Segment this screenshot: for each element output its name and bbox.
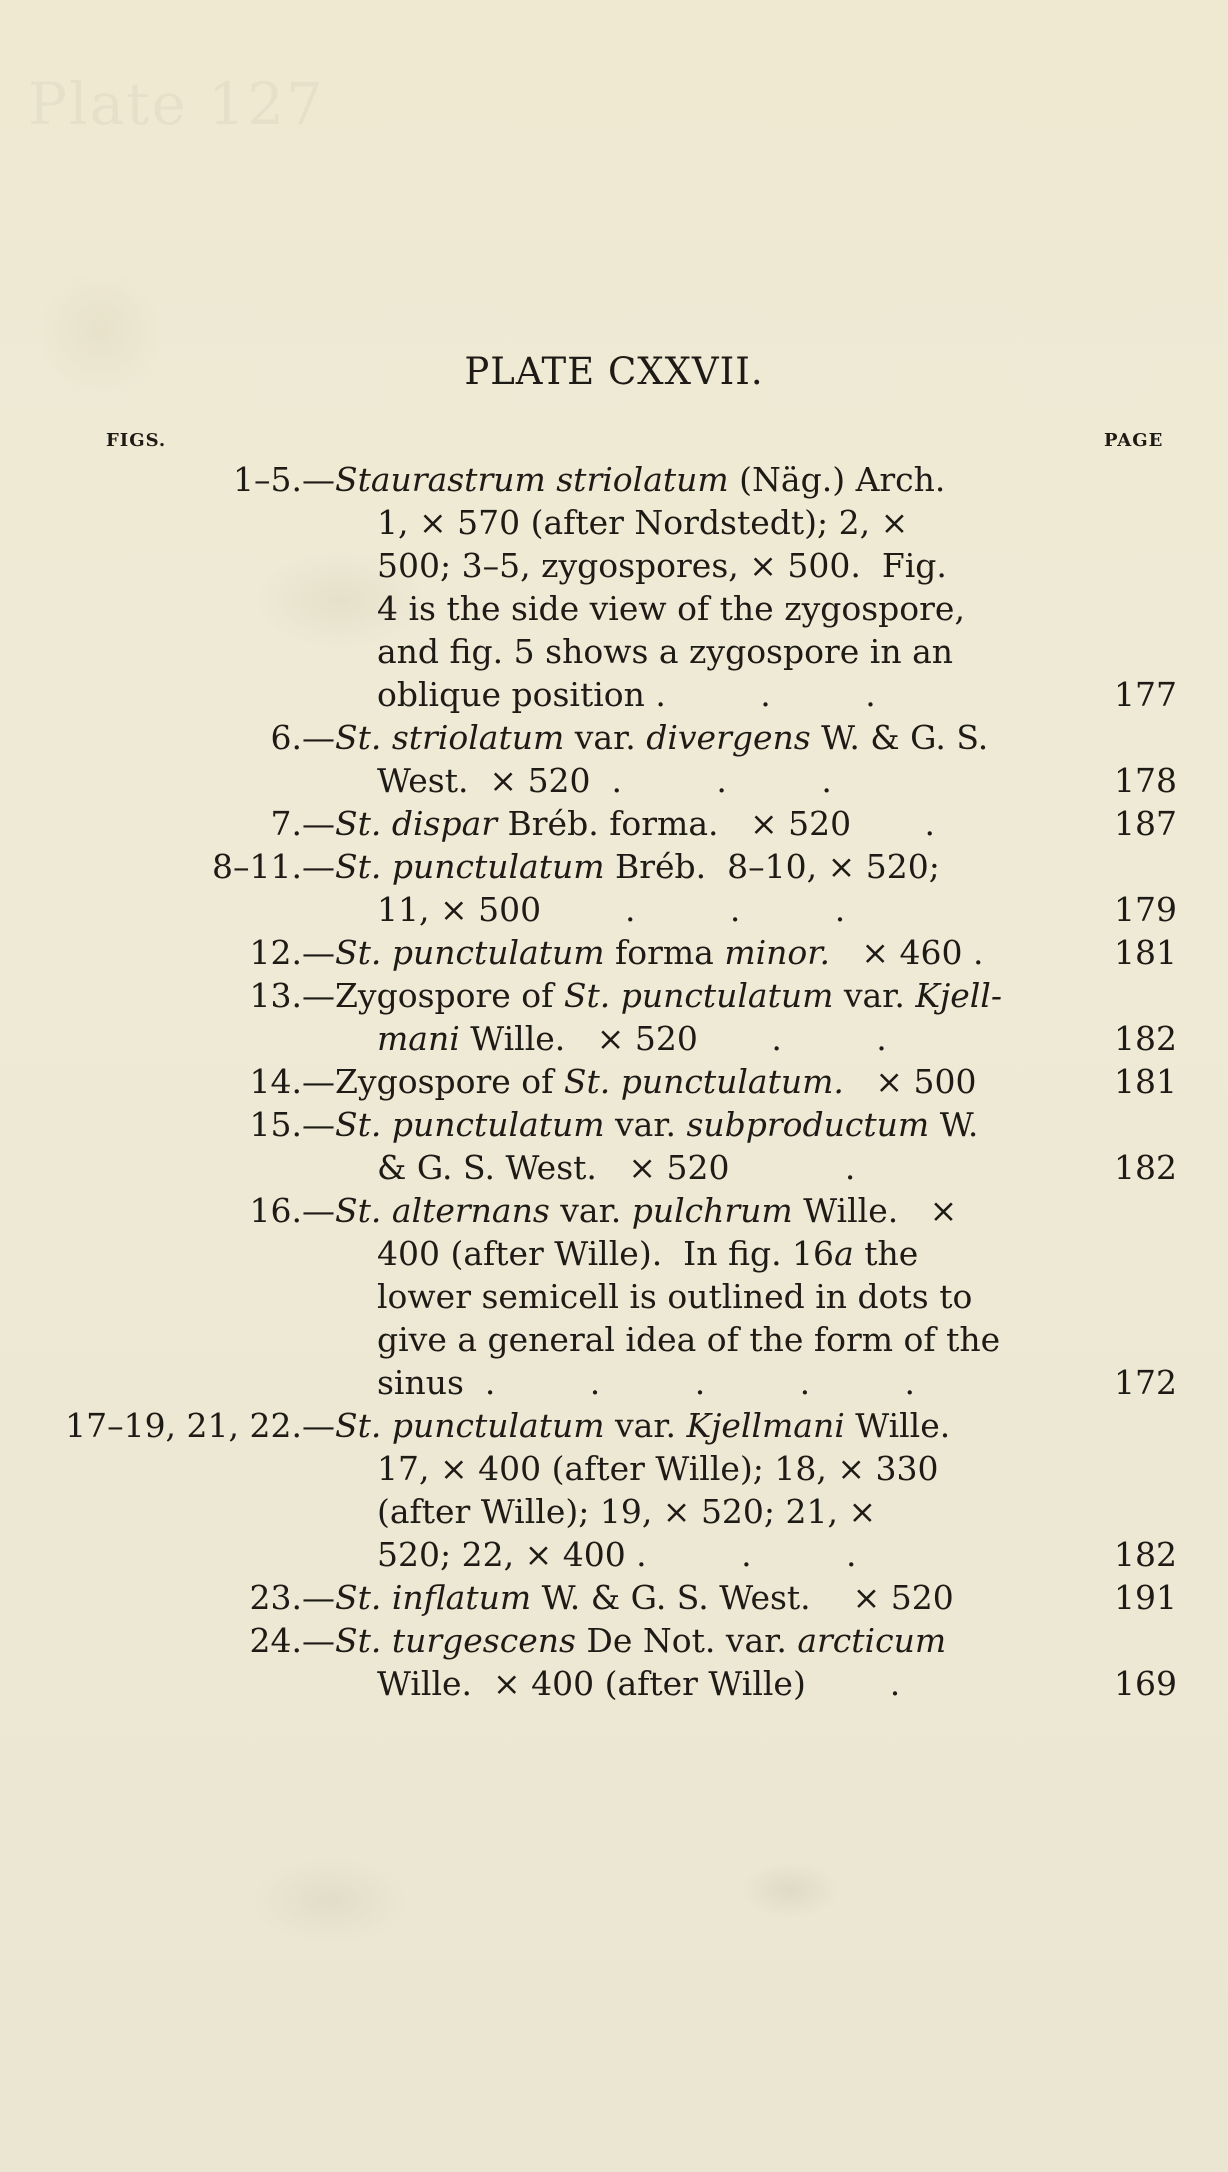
entry-line [0,673,1228,716]
entry-text [377,1361,915,1404]
plain-text: var. [564,718,647,757]
italic-taxon-text: St. punctulatum [335,1105,605,1144]
entry-text [377,1533,856,1576]
entry-text [377,673,876,716]
page-number: 179 [1114,890,1177,929]
plain-text: var. [604,1105,687,1144]
entry-text [335,974,1002,1017]
italic-taxon-text: St. turgescens [335,1621,576,1660]
entry-text [335,1189,957,1232]
page-number: 182 [1114,1148,1177,1187]
plain-text: West. × 520 . . . [377,761,832,800]
figure-number: 1–5.— [233,460,335,499]
entry-text [377,587,965,630]
entry-line [0,974,1228,1017]
italic-taxon-text: St. alternans [335,1191,550,1230]
plate-entry [0,1619,1228,1705]
figure-number: 6.— [270,718,335,757]
entry-text [335,845,940,888]
page-number: 191 [1114,1578,1177,1617]
entry-line [0,1404,1228,1447]
italic-taxon-text: a [834,1234,854,1273]
plain-text: and fig. 5 shows a zygospore in an [377,632,954,671]
entry-text [335,1576,954,1619]
page-column-header: PAGE [1104,430,1164,451]
plain-text: Zygospore of [335,1062,564,1101]
entry-text [377,759,832,802]
entry-line [0,1662,1228,1705]
page-number: 182 [1114,1535,1177,1574]
plate-entry [0,458,1228,716]
plain-text: give a general idea of the form of the [377,1320,1001,1359]
plain-text: W. & G. S. West. × 520 [531,1578,954,1617]
page-number: 177 [1114,675,1177,714]
plain-text: oblique position . . . [377,675,876,714]
page-number: 187 [1114,804,1177,843]
figure-number: 15.— [249,1105,335,1144]
entry-line [0,501,1228,544]
figure-number: 8–11.— [212,847,335,886]
entry-line [0,1146,1228,1189]
figure-number: 14.— [249,1062,335,1101]
plate-entry [0,1576,1228,1619]
plain-text: var. [549,1191,632,1230]
plain-text: × 500 [843,1062,977,1101]
italic-taxon-text: St. punctulatum [335,933,605,972]
entry-line [0,1060,1228,1103]
entry-line [0,630,1228,673]
italic-taxon-text: St. inflatum [335,1578,532,1617]
figs-column-header: FIGS. [106,430,167,451]
italic-taxon-text: St. dispar [335,804,498,843]
entry-text [377,1662,900,1705]
plain-text: Wille. [844,1406,951,1445]
plate-entry [0,1103,1228,1189]
plain-text: W. [929,1105,979,1144]
plain-text: 520; 22, × 400 . . . [377,1535,857,1574]
plain-text: lower semicell is outlined in dots to [377,1277,973,1316]
plain-text: sinus . . . . . [377,1363,915,1402]
plain-text: Bréb. forma. × 520 . [497,804,936,843]
entry-line [0,845,1228,888]
plain-text: 4 is the side view of the zygospore, [377,589,965,628]
entry-text [377,1017,887,1060]
entry-line [0,931,1228,974]
bleed-through-text: Plate 127 [28,70,325,138]
italic-taxon-text: St. punctulatum [563,976,834,1015]
entry-text [377,1447,939,1490]
plain-text: (Näg.) Arch. [728,460,946,499]
italic-taxon-text: Kjell- [915,976,1002,1015]
entry-text [335,1060,976,1103]
entry-text [377,544,947,587]
plain-text: × 460 . [829,933,984,972]
figure-number: 12.— [249,933,335,972]
plate-entry [0,845,1228,931]
entry-line [0,1490,1228,1533]
plain-text: forma [604,933,725,972]
entry-line [0,544,1228,587]
page-number: 172 [1114,1363,1177,1402]
plain-text: Zygospore of [335,976,564,1015]
entry-text [377,1490,876,1533]
plate-entry [0,716,1228,802]
entry-text [377,501,908,544]
plate-entry [0,1060,1228,1103]
italic-taxon-text: St. punctulatum [335,847,605,886]
plate-entry [0,802,1228,845]
italic-taxon-text: arcticum [797,1621,947,1660]
entry-text [377,630,953,673]
plain-text: 11, × 500 . . . [377,890,846,929]
page-number: 169 [1114,1664,1177,1703]
plate-entry [0,1189,1228,1404]
figure-number: 17–19, 21, 22.— [65,1406,335,1445]
plate-title: PLATE CXXVII. [464,350,764,393]
entry-text [335,458,945,501]
entry-line [0,802,1228,845]
entry-line [0,1619,1228,1662]
plain-text: 400 (after Wille). In fig. 16 [377,1234,835,1273]
italic-taxon-text: subproductum [686,1105,930,1144]
entry-text [377,1146,855,1189]
plain-text: the [853,1234,919,1273]
plate-entry [0,931,1228,974]
entry-line [0,1361,1228,1404]
entry-line [0,1447,1228,1490]
italic-taxon-text: St. punctulatum. [563,1062,844,1101]
italic-taxon-text: Kjellmani [686,1406,845,1445]
figure-number: 24.— [249,1621,335,1660]
entry-line [0,716,1228,759]
plain-text: Wille. × [792,1191,958,1230]
plain-text: Wille. × 520 . . [459,1019,887,1058]
plain-text: var. [604,1406,687,1445]
figure-number: 13.— [249,976,335,1015]
plate-entry [0,1404,1228,1576]
italic-taxon-text: minor. [724,933,830,972]
entry-line [0,587,1228,630]
plain-text: De Not. var. [575,1621,798,1660]
entry-line [0,759,1228,802]
plain-text: 17, × 400 (after Wille); 18, × 330 [377,1449,939,1488]
plain-text: var. [833,976,916,1015]
figure-number: 23.— [249,1578,335,1617]
italic-taxon-text: pulchrum [631,1191,793,1230]
entry-line [0,1576,1228,1619]
entry-line [0,1189,1228,1232]
entry-line [0,1318,1228,1361]
plain-text: W. & G. S. [810,718,989,757]
plain-text: & G. S. West. × 520 . [377,1148,856,1187]
entry-line [0,888,1228,931]
entry-line [0,458,1228,501]
entry-text [335,1404,950,1447]
italic-taxon-text: St. striolatum [335,718,565,757]
plate-entries-list [0,458,1228,1705]
plain-text: Bréb. 8–10, × 520; [604,847,940,886]
page-number: 181 [1114,933,1177,972]
entry-text [377,1232,918,1275]
plate-entry [0,974,1228,1060]
entry-text [377,1318,1000,1361]
entry-text [335,802,935,845]
entry-text [377,1275,972,1318]
page-number: 182 [1114,1019,1177,1058]
italic-taxon-text: mani [377,1019,460,1058]
page-number: 181 [1114,1062,1177,1101]
entry-line [0,1017,1228,1060]
plain-text: 1, × 570 (after Nordstedt); 2, × [377,503,909,542]
plain-text: Wille. × 400 (after Wille) . [377,1664,901,1703]
figure-number: 7.— [270,804,335,843]
italic-taxon-text: divergens [646,718,811,757]
entry-text [335,1619,946,1662]
entry-text [335,1103,978,1146]
plain-text: (after Wille); 19, × 520; 21, × [377,1492,877,1531]
italic-taxon-text: Staurastrum striolatum [335,460,729,499]
page-number: 178 [1114,761,1177,800]
plain-text: 500; 3–5, zygospores, × 500. Fig. [377,546,947,585]
entry-text [335,931,984,974]
entry-line [0,1275,1228,1318]
figure-number: 16.— [249,1191,335,1230]
entry-text [335,716,988,759]
italic-taxon-text: St. punctulatum [335,1406,605,1445]
entry-line [0,1103,1228,1146]
entry-text [377,888,845,931]
entry-line [0,1232,1228,1275]
entry-line [0,1533,1228,1576]
